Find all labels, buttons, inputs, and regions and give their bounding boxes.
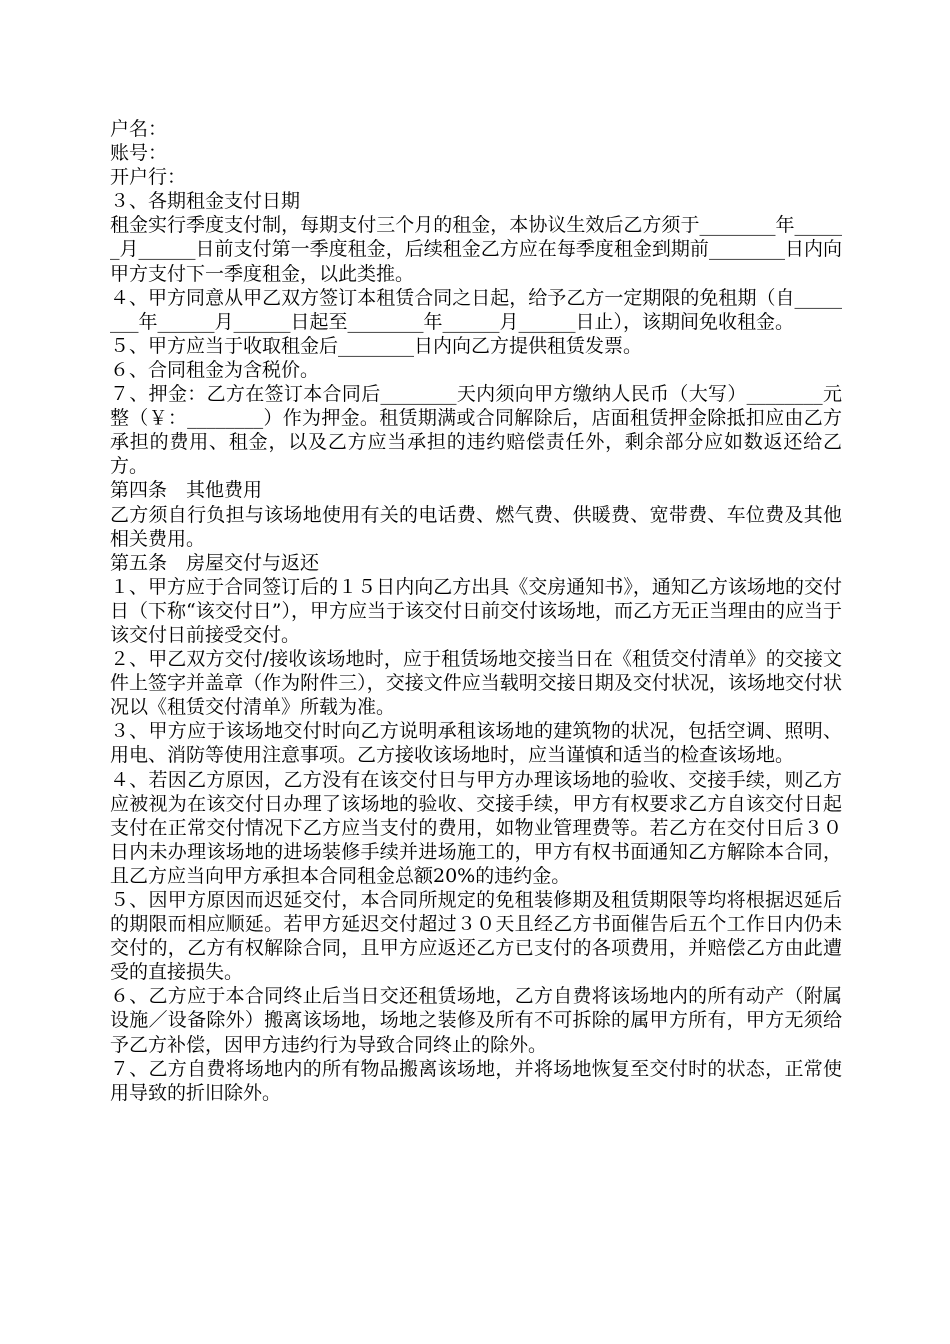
clause-5-6: ６、乙方应于本合同终止后当日交还租赁场地，乙方自费将该场地内的所有动产（附属设施／设备除外）搬离该场地，场地之装修及所有不可拆除的属甲方所有，甲方无须给予乙方补偿，因甲方违约行为导致合同终止的除外。 (110, 985, 842, 1056)
clause-3-4: ４、甲方同意从甲乙双方签订本租赁合同之日起，给予乙方一定期限的免租期（自________年______月______日起至________年______月______日止），该期间免收租金。 (110, 286, 842, 333)
account-number-line: 账号： (110, 142, 168, 165)
article-5-heading: 第五条 房屋交付与返还 (110, 551, 320, 574)
article-4-heading: 第四条 其他费用 (110, 479, 263, 502)
clause-5-2: ２、甲乙双方交付/接收该场地时，应于租赁场地交接当日在《租赁交付清单》的交接文件上签字并盖章（作为附件三），交接文件应当载明交接日期及交付状况，该场地交付状况以《租赁交付清单》所载为准。 (110, 648, 842, 719)
clause-5-1: １、甲方应于合同签订后的１５日内向乙方出具《交房通知书》，通知乙方该场地的交付日（下称“该交付日”），甲方应当于该交付日前交付该场地，而乙方无正当理由的应当于该交付日前接受交付。 (110, 575, 842, 646)
clause-5-3: ３、甲方应于该场地交付时向乙方说明承租该场地的建筑物的状况，包括空调、照明、用电、消防等使用注意事项。乙方接收该场地时，应当谨慎和适当的检查该场地。 (110, 720, 842, 767)
bank-line: 开户行： (110, 166, 187, 189)
account-name-line: 户名： (110, 118, 168, 140)
clause-3-5: ５、甲方应当于收取租金后________日内向乙方提供租赁发票。 (110, 334, 643, 357)
document-page (110, 117, 842, 1105)
clause-3-7: ７、押金：乙方在签订本合同后________天内须向甲方缴纳人民币（大写）________元整（￥：________）作为押金。租赁期满或合同解除后，店面租赁押金除抵扣应由乙方承担的费用、租金，以及乙方应当承担的违约赔偿责任外，剩余部分应如数返还给乙方。 (110, 383, 842, 478)
clause-5-5: ５、因甲方原因而迟延交付，本合同所规定的免租装修期及租赁期限等均将根据迟延后的期限而相应顺延。若甲方延迟交付超过３０天且经乙方书面催告后五个工作日内仍未交付的，乙方有权解除合同，且甲方应返还乙方已支付的各项费用，并赔偿乙方由此遭受的直接损失。 (110, 889, 842, 984)
article-4-body: 乙方须自行负担与该场地使用有关的电话费、燃气费、供暖费、宽带费、车位费及其他相关费用。 (110, 503, 842, 550)
clause-3-3-heading: ３、各期租金支付日期 (110, 190, 301, 213)
clause-5-7: ７、乙方自费将场地内的所有物品搬离该场地，并将场地恢复至交付时的状态，正常使用导致的折旧除外。 (110, 1057, 842, 1104)
clause-5-4: ４、若因乙方原因，乙方没有在该交付日与甲方办理该场地的验收、交接手续，则乙方应被视为在该交付日办理了该场地的验收、交接手续，甲方有权要求乙方自该交付日起支付在正常交付情况下乙方应当支付的费用，如物业管理费等。若乙方在交付日后３０日内未办理该场地的进场装修手续并进场施工的，甲方有权书面通知乙方解除本合同，且乙方应当向甲方承担本合同租金总额20%的违约金。 (110, 768, 842, 887)
clause-3-3-body: 租金实行季度支付制，每期支付三个月的租金，本协议生效后乙方须于________年______月______日前支付第一季度租金，后续租金乙方应在每季度租金到期前________日内向甲方支付下一季度租金，以此类推。 (110, 214, 842, 285)
clause-3-6: ６、合同租金为含税价。 (110, 358, 320, 381)
